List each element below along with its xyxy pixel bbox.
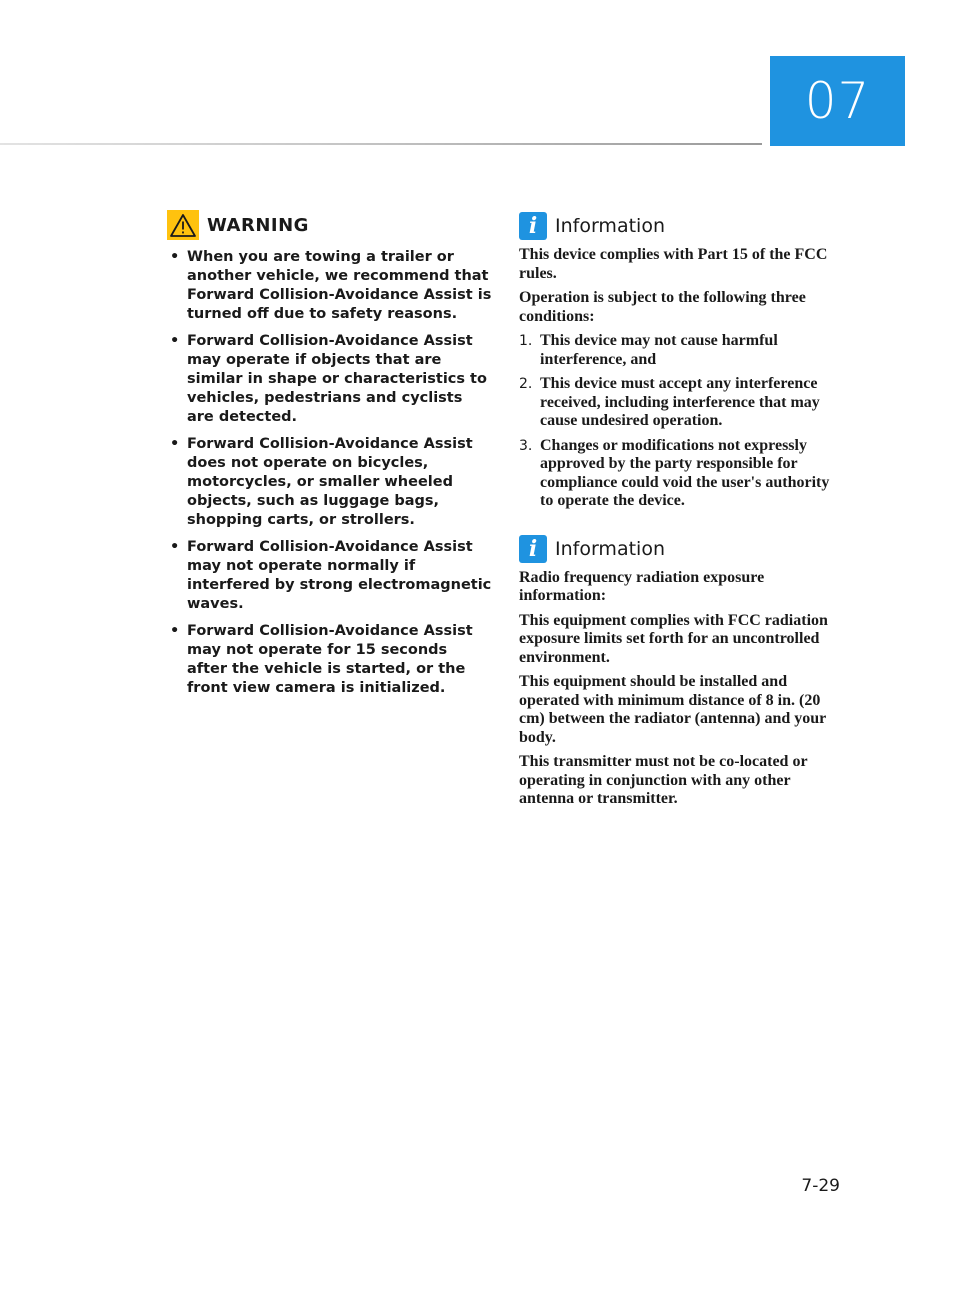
condition-text: Changes or modifications not expressly approved by the party responsible for compliance could void the user's authority to operate the device.: [540, 436, 830, 509]
bullet: •: [170, 623, 180, 639]
warning-item: [167, 248, 492, 324]
info-paragraph: Operation is subject to the following three conditions:: [519, 289, 806, 325]
page-number: 7-29: [801, 1176, 840, 1196]
info-paragraph: Radio frequency radiation exposure information:: [519, 568, 765, 604]
item-number: 1.: [519, 333, 533, 349]
warning-triangle-icon: [167, 210, 199, 240]
warning-item-text: Forward Collision-Avoidance Assist does not operate on bicycles, motorcycles, or smaller wheeled objects, such as luggage bags, shopping carts, or strollers.: [187, 436, 473, 528]
warning-section: [167, 208, 492, 706]
information-header: [519, 208, 844, 244]
information-title: Information: [555, 537, 665, 560]
info-paragraph: This device complies with Part 15 of the FCC rules.: [519, 246, 828, 282]
conditions-list: [519, 332, 844, 511]
warning-item: [167, 538, 492, 614]
warning-item: [167, 332, 492, 427]
header-rule: [0, 143, 762, 145]
info-i-icon: i: [519, 535, 547, 563]
warning-item: [167, 622, 492, 698]
info-paragraph: This equipment complies with FCC radiation exposure limits set forth for an uncontrolled environment.: [519, 611, 828, 666]
condition-item: [519, 375, 844, 431]
condition-text: This device may not cause harmful interference, and: [540, 332, 778, 368]
bullet: •: [170, 436, 180, 452]
info-paragraph: This transmitter must not be co-located or operating in conjunction with any other antenna or transmitter.: [519, 753, 808, 807]
bullet: •: [170, 539, 180, 555]
information-title: Information: [555, 215, 665, 237]
warning-item-text: Forward Collision-Avoidance Assist may not operate for 15 seconds after the vehicle is started, or the front view camera is initialized.: [187, 623, 473, 696]
rf-exposure-information: [519, 531, 844, 809]
warning-list: [167, 248, 492, 698]
warning-item-text: Forward Collision-Avoidance Assist may operate if objects that are similar in shape or characteristics to vehicles, pedestrians and cyclists are detected.: [187, 333, 487, 425]
warning-item-text: Forward Collision-Avoidance Assist may not operate normally if interfered by strong electromagnetic waves.: [187, 539, 492, 612]
fcc-information: [519, 208, 844, 511]
information-header: [519, 531, 844, 567]
item-number: 3.: [519, 437, 533, 454]
condition-item: [519, 437, 844, 511]
warning-item-text: When you are towing a trailer or another vehicle, we recommend that Forward Collision-Avoidance Assist is turned off due to safety reasons.: [187, 249, 492, 322]
information-column: [519, 208, 844, 829]
bullet: •: [170, 249, 180, 265]
info-i-icon: i: [519, 212, 547, 240]
warning-header: [167, 208, 492, 242]
warning-item: [167, 435, 492, 530]
condition-item: [519, 332, 844, 369]
chapter-tab: 07: [770, 56, 905, 146]
bullet: •: [170, 333, 180, 349]
condition-text: This device must accept any interference received, including interference that may cause undesired operation.: [540, 375, 820, 429]
info-paragraph: This equipment should be installed and operated with minimum distance of 8 in. (20 cm) between the radiator (antenna) and your body.: [519, 673, 826, 746]
item-number: 2.: [519, 376, 533, 392]
warning-title: WARNING: [207, 214, 309, 236]
